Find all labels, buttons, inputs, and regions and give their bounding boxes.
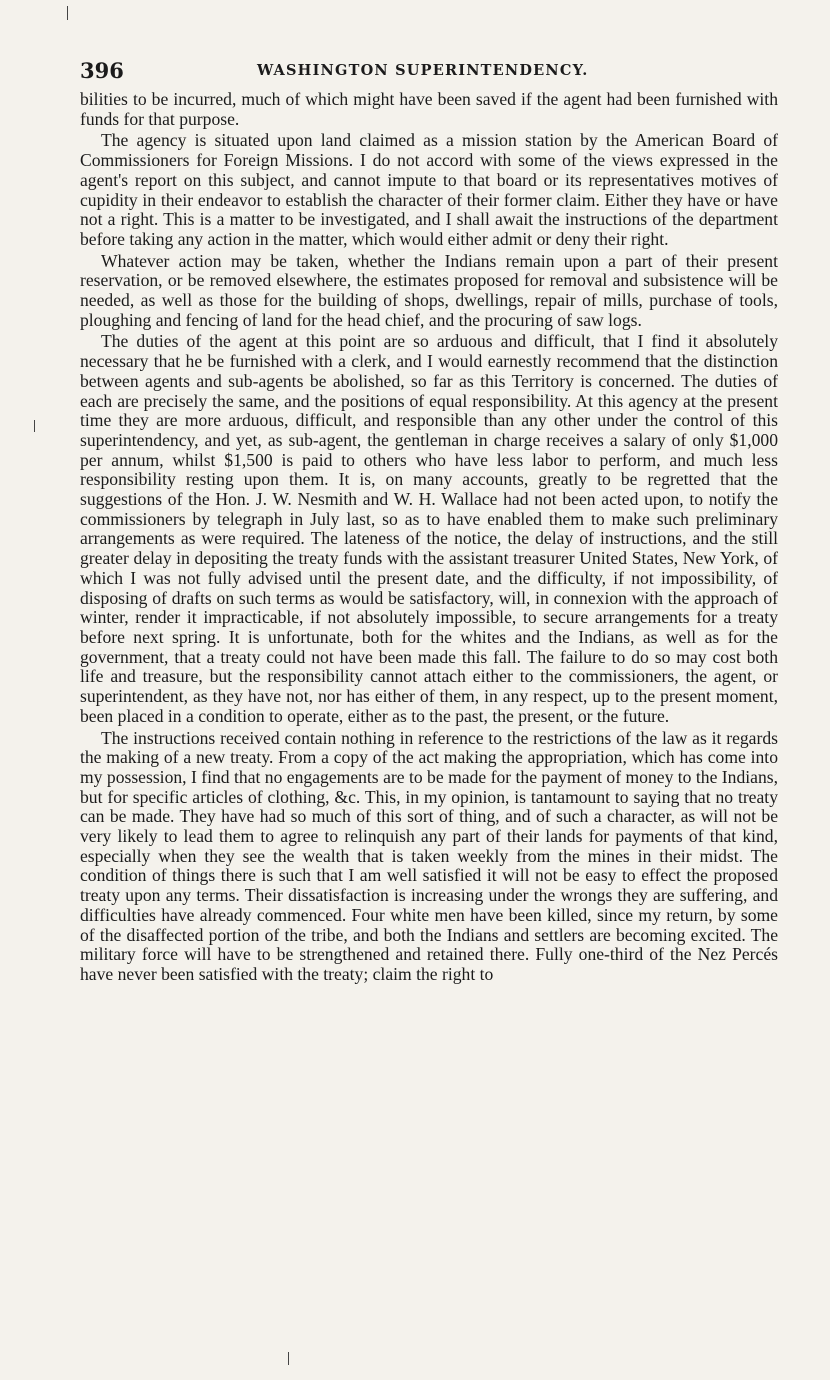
page-header [80, 58, 778, 90]
scan-mark-top-left [67, 6, 68, 20]
body-text [80, 90, 778, 985]
paragraph-continued: bilities to be incurred, much of which might have been saved if the agent had been furnished with funds for that purpose. [80, 89, 778, 129]
paragraph-estimates: Whatever action may be taken, whether the Indians remain upon a part of their present reservation, or be removed elsewhere, the estimates proposed for removal and subsistence will be needed, as well as those for the building of shops, dwellings, repair of mills, purchase of tools, ploughing and fencing of land for the head chief, and the procuring of saw logs. [80, 250, 778, 330]
paragraph-agent-duties: The duties of the agent at this point are so arduous and difficult, that I find it absolutely necessary that he be furnished with a clerk, and I would earnestly recommend that the distinction between agents and sub-agents be abolished, so far as this Territory is concerned. The duties of each are precisely the same, and the positions of equal responsibility. At this agency at the present time they are more arduous, difficult, and responsible than any other under the control of this superintendency, and yet, as sub-agent, the gentleman in charge receives a salary of only $1,000 per annum, whilst $1,500 is paid to others who have less labor to perform, and much less responsibility resting upon them. It is, on many accounts, greatly to be regretted that the suggestions of the Hon. J. W. Nesmith and W. H. Wallace had not been acted upon, to notify the commissioners by telegraph in July last, so as to have enabled them to make such preliminary arrangements as were required. The lateness of the notice, the delay of instructions, and the still greater delay in depositing the treaty funds with the assistant treasurer United States, New York, of which I was not fully advised until the present date, and the difficulty, if not impossibility, of disposing of drafts on such terms as would be satisfactory, will, in connexion with the approach of winter, render it impracticable, if not absolutely impossible, to secure arrangements for a treaty before next spring. It is unfortunate, both for the whites and the Indians, as well as for the government, that a treaty could not have been made this fall. The failure to do so may cost both life and treasure, but the responsibility cannot attach either to the commissioners, the agent, or superintendent, as they have not, nor has either of them, in any respect, up to the present moment, been placed in a condition to operate, either as to the past, the present, or the future. [80, 331, 778, 726]
page-number: 396 [80, 58, 124, 83]
scan-mark-bottom [288, 1352, 289, 1365]
paragraph-mission-claim: The agency is situated upon land claimed as a mission station by the American Board of Commissioners for Foreign Missions. I do not accord with some of the views expressed in the agent's report on this subject, and cannot impute to that board or its representatives motives of cupidity in their endeavor to establish the character of their former claim. Either they have or have not a right. This is a matter to be investigated, and I shall await the instructions of the department before taking any action in the matter, which would either admit or deny their right. [80, 130, 778, 249]
scan-mark-margin-left [34, 420, 35, 432]
running-title: WASHINGTON SUPERINTENDENCY. [257, 62, 589, 79]
document-page [80, 58, 778, 985]
paragraph-treaty-instructions: The instructions received contain nothing in reference to the restrictions of the law as it regards the making of a new treaty. From a copy of the act making the appropriation, which has come into my possession, I find that no engagements are to be made for the payment of money to the Indians, but for specific articles of clothing, &c. This, in my opinion, is tantamount to saying that no treaty can be made. They have had so much of this sort of thing, and of such a character, as will not be very likely to lead them to agree to relinquish any part of their lands for payments of that kind, especially when they see the wealth that is taken weekly from the mines in their midst. The condition of things there is such that I am well satisfied it will not be easy to effect the proposed treaty upon any terms. Their dissatisfaction is increasing under the wrongs they are suffering, and difficulties have already commenced. Four white men have been killed, since my return, by some of the disaffected portion of the tribe, and both the Indians and settlers are becoming excited. The military force will have to be strengthened and retained there. Fully one-third of the Nez Percés have never been satisfied with the treaty; claim the right to [80, 727, 778, 984]
